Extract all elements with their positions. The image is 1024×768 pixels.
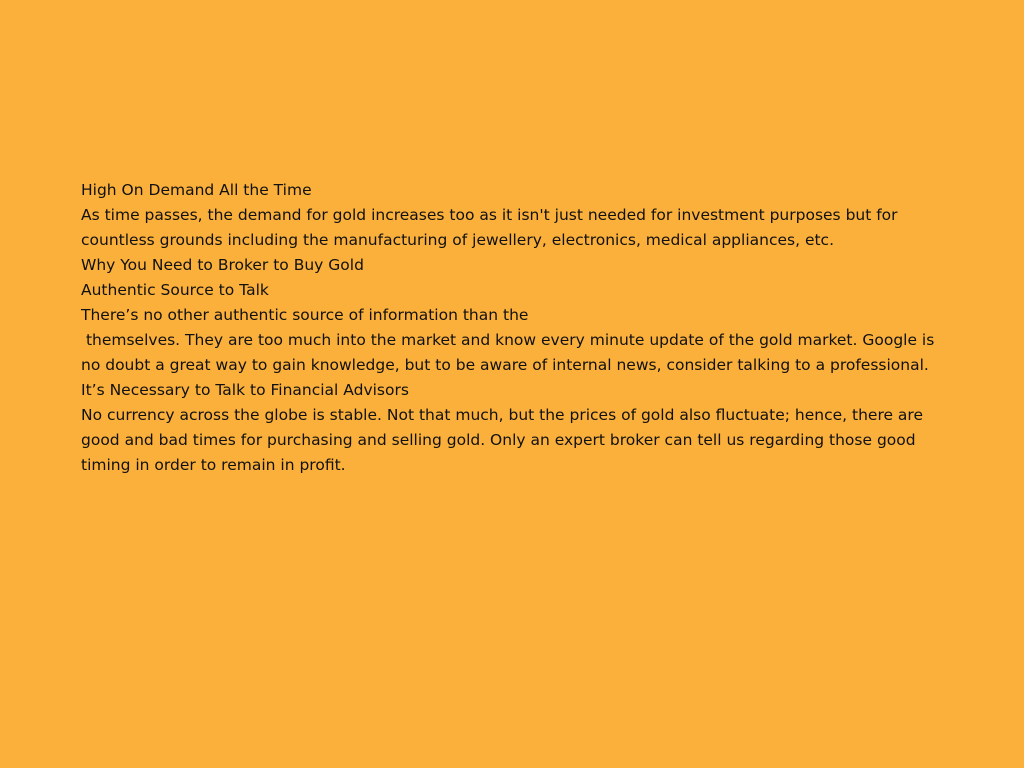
heading-why-broker: Why You Need to Broker to Buy Gold <box>81 256 364 274</box>
heading-authentic-source: Authentic Source to Talk <box>81 281 269 299</box>
paragraph-currency: No currency across the globe is stable. Not that much, but the prices of gold also fluctuate; hence, there are good and bad times for purchasing and selling gold. Only an expert broker can tell us regarding those good timing in order to remain in profit. <box>81 406 924 474</box>
heading-financial-advisors: It’s Necessary to Talk to Financial Advisors <box>81 381 409 399</box>
heading-high-on-demand: High On Demand All the Time <box>81 181 312 199</box>
paragraph-authentic-source-body: themselves. They are too much into the market and know every minute update of the gold market. Google is no doubt a great way to gain knowledge, but to be aware of internal news, consider talking to a professional. <box>81 331 940 374</box>
text-block <box>81 178 951 478</box>
paragraph-demand: As time passes, the demand for gold increases too as it isn't just needed for investment purposes but for countless grounds including the manufacturing of jewellery, electronics, medical appliances, etc. <box>81 206 898 249</box>
paragraph-authentic-source-intro: There’s no other authentic source of information than the <box>81 306 529 324</box>
